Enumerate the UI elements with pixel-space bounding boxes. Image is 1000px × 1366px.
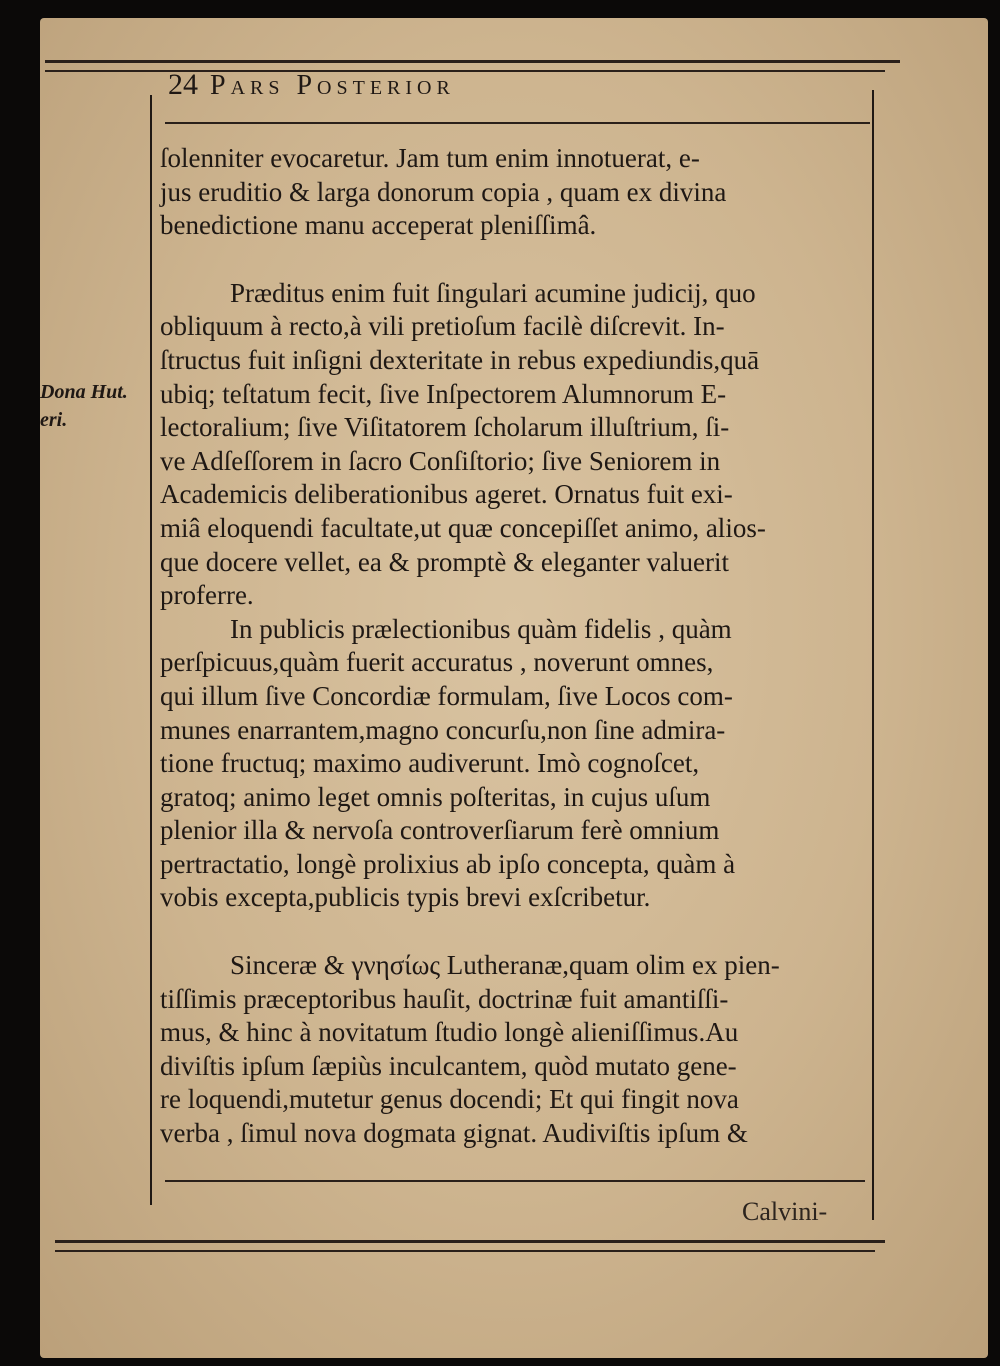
text-line: lectoralium; ſive Viſitatorem ſcholarum illuſtrium, ſi- (160, 412, 730, 443)
body-text (160, 142, 860, 1151)
text-line: jus eruditio & larga donorum copia , quam ex divina (160, 176, 727, 207)
text-line: re loquendi,mutetur genus docendi; Et qui fingit nova (160, 1084, 739, 1115)
text-line: tione fructuq; maximo audiverunt. Imò cognoſcet, (160, 748, 700, 779)
text-line: perſpicuus,quàm fuerit accuratus , noverunt omnes, (160, 647, 714, 678)
text-line: munes enarrantem,magno concurſu,non ſine admira- (160, 714, 726, 745)
paragraph-3 (160, 613, 860, 915)
text-line: Academicis deliberationibus ageret. Ornatus fuit exi- (160, 479, 733, 510)
text-line: que docere vellet, ea & promptè & eleganter valuerit (160, 546, 729, 577)
text-line: verba , ſimul nova dogmata gignat. Audiviſtis ipſum & (160, 1118, 748, 1149)
right-column-rule (872, 90, 874, 1220)
text-line: gratoq; animo leget omnis poſteritas, in cujus uſum (160, 781, 711, 812)
page-number: 24 (168, 68, 198, 101)
text-line: miâ eloquendi facultate,ut quæ concepiſſet animo, alios- (160, 512, 766, 543)
text-line: Præditus enim fuit ſingulari acumine judicij, quo (230, 277, 756, 308)
text-line: pertractatio, longè prolixius ab ipſo concepta, quàm à (160, 848, 736, 879)
bottom-double-rule-2 (55, 1250, 875, 1252)
text-line: vobis excepta,publicis typis brevi exſcribetur. (160, 882, 651, 913)
text-line: obliquum à recto,à vili pretioſum facilè diſcrevit. In- (160, 311, 725, 342)
top-double-rule (45, 60, 900, 63)
marginal-note-line: eri. (40, 409, 68, 431)
text-line: qui illum ſive Concordiæ formulam, ſive Locos com- (160, 680, 733, 711)
text-line: mus, & hinc à novitatum ſtudio longè alieniſſimus.Au (160, 1017, 739, 1048)
text-line: ubiq; teſtatum fecit, ſive Inſpectorem Alumnorum E- (160, 378, 727, 409)
text-line: ſtructus fuit inſigni dexteritate in rebus expediundis,quā (160, 344, 760, 375)
marginal-note-line: Dona Hut. (40, 381, 128, 403)
text-line: In publicis prælectionibus quàm fidelis , quàm (230, 613, 732, 644)
header-underline (165, 122, 870, 124)
bottom-rule (165, 1180, 865, 1182)
running-title: Pars Posterior (210, 70, 455, 101)
text-line: ſolenniter evocaretur. Jam tum enim innotuerat, e- (160, 143, 700, 173)
paragraph-2 (160, 277, 860, 613)
text-line: Sinceræ & γνησίως Lutheranæ,quam olim ex pien- (230, 950, 780, 981)
paragraph-1 (160, 142, 860, 243)
paragraph-4 (160, 949, 860, 1151)
text-line: tiſſimis præceptoribus hauſit, doctrinæ fuit amantiſſi- (160, 983, 729, 1014)
catchword: Calvini- (742, 1197, 828, 1226)
left-column-rule (150, 95, 152, 1205)
text-line: benedictione manu acceperat pleniſſimâ. (160, 210, 597, 241)
text-line: ve Adſeſſorem in ſacro Conſiſtorio; ſive Seniorem in (160, 445, 721, 476)
bottom-double-rule (55, 1240, 885, 1243)
marginal-note (40, 378, 150, 434)
text-line: diviſtis ipſum ſæpiùs inculcantem, quòd mutato gene- (160, 1050, 737, 1081)
text-line: proferre. (160, 580, 254, 611)
text-line: plenior illa & nervoſa controverſiarum ferè omnium (160, 815, 720, 846)
